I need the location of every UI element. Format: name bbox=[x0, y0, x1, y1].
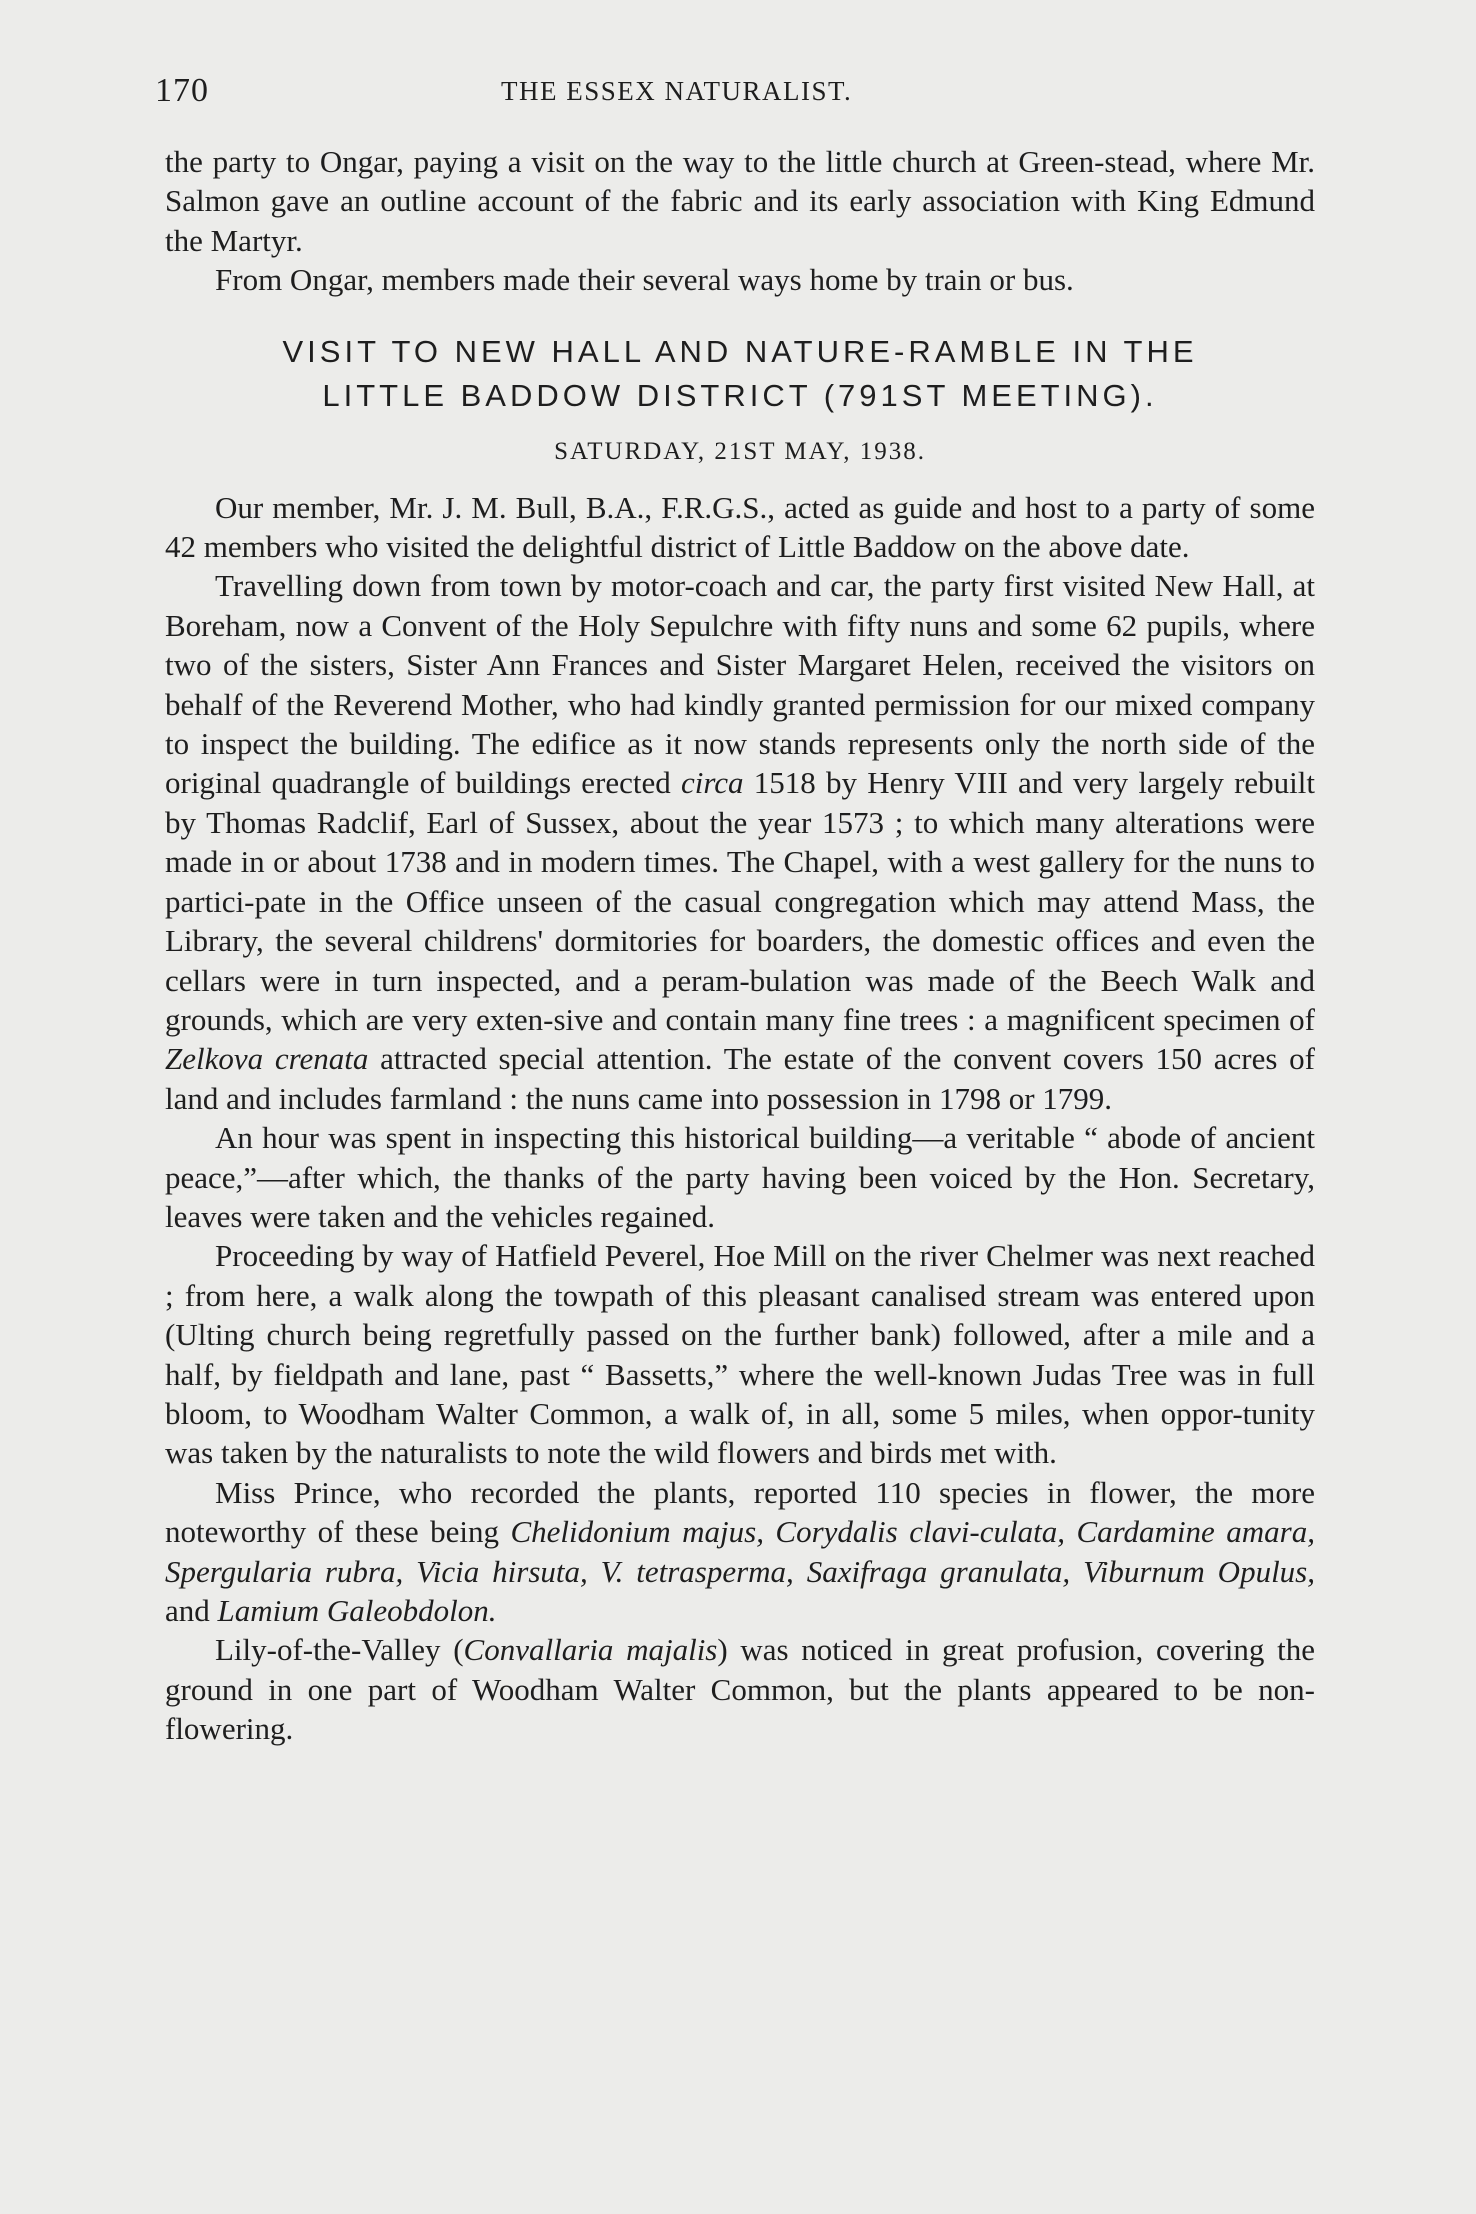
paragraph-plants bbox=[165, 1473, 1315, 1631]
paragraph-plants-text-a: Miss Prince, who recorded the plants, reported 110 species in flower, the more noteworthy of these being bbox=[165, 1474, 1315, 1550]
running-title: THE ESSEX NATURALIST. bbox=[501, 76, 853, 106]
paragraph-new-hall-text-b: 1518 by Henry VIII and very largely rebuilt by Thomas Radclif, Earl of Sussex, about the year 1573 ; to which many alterations were made in or about 1738 and in modern times. The Chapel, with a west gallery for the nuns to partici-pate in the Office unseen of the casual congregation which may attend Mass, the Library, the several childrens' dormitories for boarders, the domestic offices and even the cellars were in turn inspected, and a peram-bulation was made of the Beech Walk and grounds, which are very exten-sive and contain many fine trees : a magnificent specimen of bbox=[165, 765, 1315, 1037]
paragraph-new-hall-text-c: attracted special attention. The estate of the convent covers 150 acres of land and includes farmland : the nuns came into possession in 1798 or 1799. bbox=[165, 1041, 1315, 1116]
paragraph-departure: An hour was spent in inspecting this historical building—a veritable “ abode of ancient peace,”—after which, the thanks of the party having been voiced by the Hon. Secretary, leaves were taken and the vehicles regained. bbox=[165, 1120, 1315, 1234]
section-heading bbox=[165, 330, 1315, 418]
page-header bbox=[155, 72, 1315, 122]
intro-paragraph: the party to Ongar, paying a visit on the way to the little church at Green-stead, where Mr. Salmon gave an outline account of the fabric and its early association with King Edmund the Martyr. bbox=[165, 144, 1315, 258]
species-zelkova: Zelkova crenata bbox=[165, 1041, 369, 1077]
paragraph-lily-text-b: ) was noticed in great profusion, covering the ground in one part of Woodham Walter Common, but the plants appeared to be non-flowering. bbox=[165, 1632, 1315, 1747]
paragraph-new-hall-text-a: Travelling down from town by motor-coach and car, the party first visited New Hall, at Boreham, now a Convent of the Holy Sepulchre with fifty nuns and some 62 pupils, where two of the sisters, Sister Ann Frances and Sister Margaret Helen, received the visitors on behalf of the Reverend Mother, who had kindly granted permission for our mixed company to inspect the building. The edifice as it now stands represents only the north side of the original quadrangle of buildings erected bbox=[165, 568, 1315, 801]
intro-paragraph-2: From Ongar, members made their several ways home by train or bus. bbox=[215, 262, 1074, 298]
paragraph-guide: Our member, Mr. J. M. Bull, B.A., F.R.G.S., acted as guide and host to a party of some 42 members who visited the delightful district of Little Baddow on the above date. bbox=[165, 489, 1315, 565]
paragraph-new-hall bbox=[165, 566, 1315, 1118]
paragraph-walk: Proceeding by way of Hatfield Peverel, Hoe Mill on the river Chelmer was next reached ; from here, a walk along the towpath of this pleasant canalised stream was entered upon (Ulting church being regretfully passed on the further bank) followed, after a mile and a half, by fieldpath and lane, past “ Bassetts,” where the well-known Judas Tree was in full bloom, to Woodham Walter Common, a walk of, in all, some 5 miles, when oppor-tunity was taken by the naturalists to note the wild flowers and birds met with. bbox=[165, 1238, 1315, 1471]
species-list: Chelidonium majus, Corydalis clavi-culata, Cardamine amara, Spergularia rubra, Vicia hirsuta, V. tetrasperma, Saxifraga granulata, Viburnum Opulus, bbox=[165, 1514, 1315, 1589]
page-number: 170 bbox=[155, 72, 209, 109]
page-body bbox=[165, 142, 1315, 1749]
meeting-date: SATURDAY, 21ST MAY, 1938. bbox=[554, 437, 926, 465]
section-heading-line-1: VISIT TO NEW HALL AND NATURE-RAMBLE IN THE bbox=[282, 333, 1198, 369]
paragraph-lily bbox=[165, 1630, 1315, 1748]
species-lamium: Lamium Galeobdolon. bbox=[217, 1593, 497, 1628]
species-convallaria: Convallaria majalis bbox=[463, 1632, 718, 1668]
paragraph-plants-text-b: and bbox=[165, 1593, 218, 1628]
italic-circa: circa bbox=[681, 765, 744, 801]
section-heading-line-2: LITTLE BADDOW DISTRICT (791ST MEETING). bbox=[322, 377, 1158, 413]
paragraph-lily-text-a: Lily-of-the-Valley ( bbox=[215, 1632, 464, 1668]
